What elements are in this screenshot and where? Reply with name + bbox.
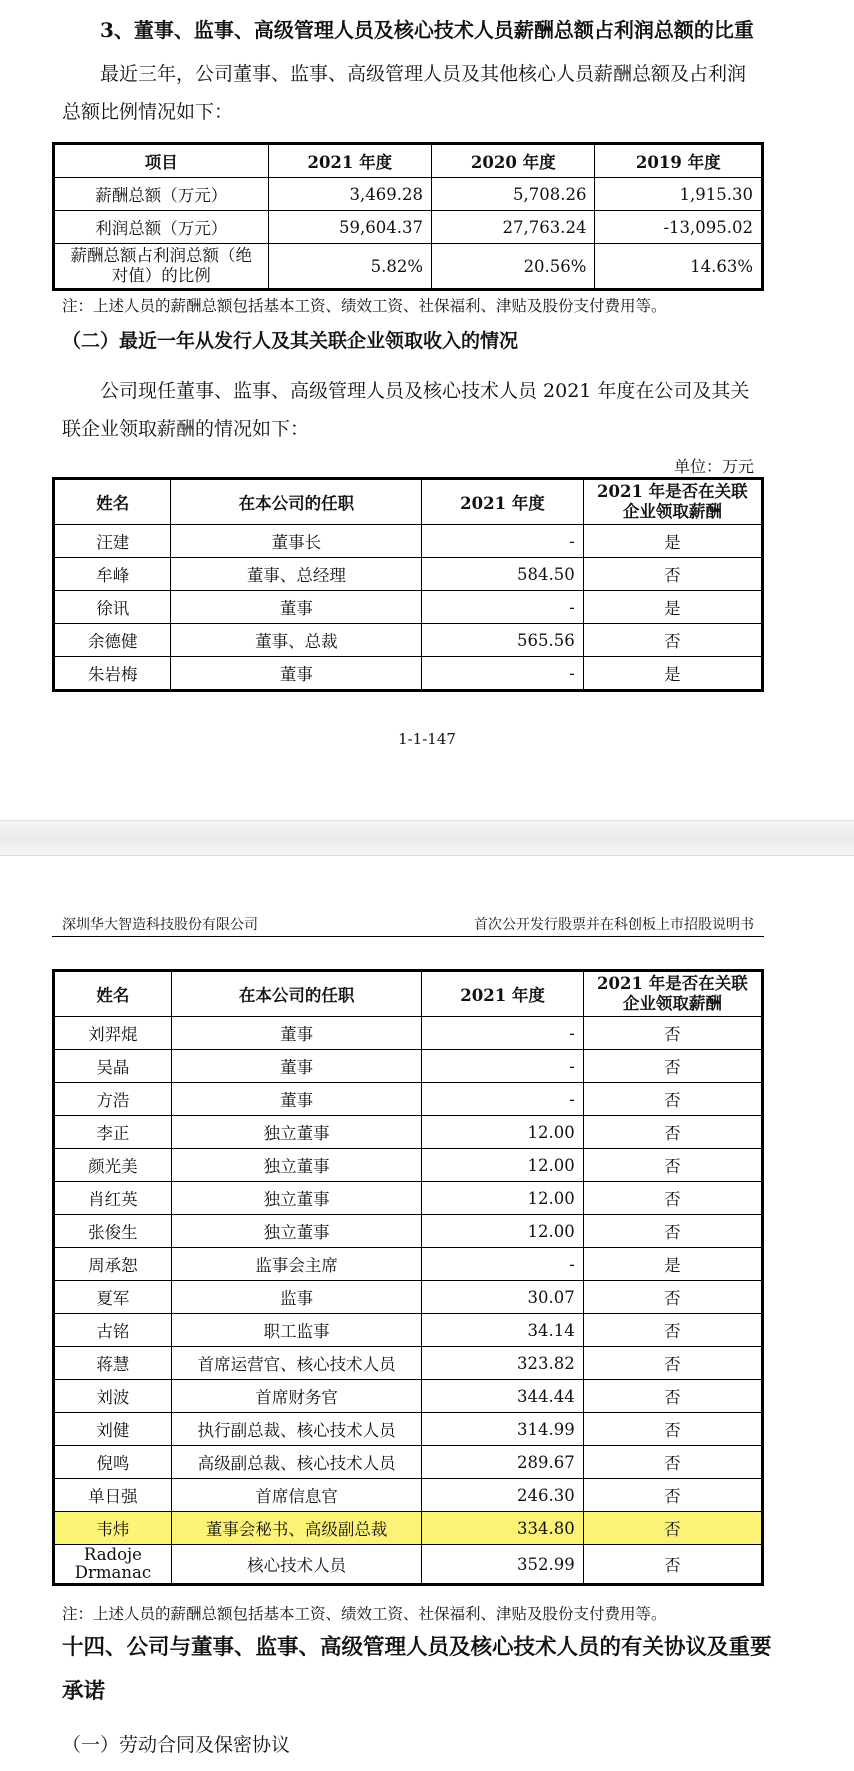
salary-cell: 34.14: [422, 1314, 583, 1347]
related-pay-cell: 否: [583, 1512, 762, 1545]
document-page-2: [0, 856, 854, 1771]
name-cell: 韦炜: [54, 1512, 172, 1545]
position-cell: 独立董事: [171, 1215, 422, 1248]
name-cell: 朱岩梅: [54, 657, 171, 691]
table-row: [54, 1281, 763, 1314]
related-pay-cell: 是: [583, 1248, 762, 1281]
name-cell: 刘羿焜: [54, 1017, 172, 1050]
name-cell: 单日强: [54, 1479, 172, 1512]
table-note: 注：上述人员的薪酬总额包括基本工资、绩效工资、社保福利、津贴及股份支付费用等。: [62, 1605, 667, 1623]
table-row: [54, 1215, 763, 1248]
table-row: [54, 1050, 763, 1083]
name-cell: Radoje Drmanac: [54, 1545, 172, 1585]
salary-cell: 12.00: [422, 1182, 583, 1215]
header-cell: 2020 年度: [432, 144, 595, 178]
name-cell: 张俊生: [54, 1215, 172, 1248]
position-cell: 独立董事: [171, 1149, 422, 1182]
name-cell: 李正: [54, 1116, 172, 1149]
value-cell: 5.82%: [268, 244, 431, 290]
salary-cell: -: [422, 591, 583, 624]
position-cell: 董事: [171, 657, 422, 691]
position-cell: 首席财务官: [171, 1380, 422, 1413]
table-row: [54, 1116, 763, 1149]
salary-cell: 30.07: [422, 1281, 583, 1314]
position-cell: 董事: [171, 591, 422, 624]
page-separator: [0, 820, 854, 856]
value-cell: 3,469.28: [268, 178, 431, 211]
salary-cell: 289.67: [422, 1446, 583, 1479]
related-pay-cell: 是: [583, 657, 762, 691]
header-cell: 2021 年是否在关联企业领取薪酬: [583, 479, 762, 525]
related-pay-cell: 否: [583, 1083, 762, 1116]
related-pay-cell: 否: [583, 1380, 762, 1413]
name-cell: 吴晶: [54, 1050, 172, 1083]
name-cell: 倪鸣: [54, 1446, 172, 1479]
salary-cell: -: [422, 525, 583, 558]
header-cell: 2021 年度: [422, 479, 583, 525]
table-row: [54, 1149, 763, 1182]
name-cell: 古铭: [54, 1314, 172, 1347]
name-cell: 颜光美: [54, 1149, 172, 1182]
salary-cell: 12.00: [422, 1149, 583, 1182]
value-cell: 59,604.37: [268, 211, 431, 244]
table-row: [54, 624, 763, 657]
table-row: [54, 1545, 763, 1585]
position-cell: 执行副总裁、核心技术人员: [171, 1413, 422, 1446]
table-row: [54, 558, 763, 591]
table-row: [54, 1083, 763, 1116]
related-pay-cell: 否: [583, 1281, 762, 1314]
salary-cell: -: [422, 1248, 583, 1281]
table-row: [54, 591, 763, 624]
table-row: [54, 1479, 763, 1512]
value-cell: 14.63%: [595, 244, 763, 290]
position-cell: 监事: [171, 1281, 422, 1314]
table-row: [54, 525, 763, 558]
table-row: [54, 1182, 763, 1215]
table-row: [54, 1248, 763, 1281]
related-pay-cell: 是: [583, 525, 762, 558]
salary-cell: 344.44: [422, 1380, 583, 1413]
position-cell: 首席信息官: [171, 1479, 422, 1512]
header-cell: 项目: [54, 144, 269, 178]
related-pay-cell: 否: [583, 1182, 762, 1215]
salary-table-1: [52, 477, 764, 692]
section-heading: 3、董事、监事、高级管理人员及核心技术人员薪酬总额占利润总额的比重: [100, 18, 754, 42]
position-cell: 董事: [171, 1050, 422, 1083]
ratio-table: [52, 142, 764, 291]
document-title: 首次公开发行股票并在科创板上市招股说明书: [474, 917, 754, 933]
value-cell: 27,763.24: [432, 211, 595, 244]
salary-cell: 246.30: [422, 1479, 583, 1512]
salary-cell: 334.80: [422, 1512, 583, 1545]
name-cell: 刘健: [54, 1413, 172, 1446]
salary-cell: -: [422, 1050, 583, 1083]
header-cell: 姓名: [54, 479, 171, 525]
related-pay-cell: 否: [583, 624, 762, 657]
row-label: 利润总额（万元）: [54, 211, 269, 244]
header-cell: 2021 年度: [268, 144, 431, 178]
position-cell: 董事、总经理: [171, 558, 422, 591]
table-header-row: [54, 971, 763, 1017]
position-cell: 首席运营官、核心技术人员: [171, 1347, 422, 1380]
table-row: [54, 211, 763, 244]
position-cell: 职工监事: [171, 1314, 422, 1347]
table-row: [54, 1017, 763, 1050]
name-cell: 方浩: [54, 1083, 172, 1116]
name-cell: 余德健: [54, 624, 171, 657]
row-label: 薪酬总额占利润总额（绝对值）的比例: [54, 244, 269, 290]
intro-paragraph-2: 公司现任董事、监事、高级管理人员及核心技术人员 2021 年度在公司及其关联企业领取薪酬的情况如下：: [62, 380, 750, 440]
name-cell: 蒋慧: [54, 1347, 172, 1380]
position-cell: 独立董事: [171, 1116, 422, 1149]
related-pay-cell: 否: [583, 1479, 762, 1512]
name-cell: 汪建: [54, 525, 171, 558]
header-rule: [52, 936, 764, 937]
intro-paragraph: 最近三年，公司董事、监事、高级管理人员及其他核心人员薪酬总额及占利润总额比例情况如下：: [62, 63, 747, 123]
table-header-row: [54, 479, 763, 525]
header-cell: 在本公司的任职: [171, 479, 422, 525]
position-cell: 核心技术人员: [171, 1545, 422, 1585]
value-cell: -13,095.02: [595, 211, 763, 244]
position-cell: 高级副总裁、核心技术人员: [171, 1446, 422, 1479]
related-pay-cell: 否: [583, 1215, 762, 1248]
position-cell: 董事: [171, 1017, 422, 1050]
value-cell: 20.56%: [432, 244, 595, 290]
related-pay-cell: 否: [583, 1413, 762, 1446]
related-pay-cell: 否: [583, 1545, 762, 1585]
subsection-heading: （一）劳动合同及保密协议: [62, 1734, 291, 1756]
name-cell: 牟峰: [54, 558, 171, 591]
salary-cell: 323.82: [422, 1347, 583, 1380]
salary-cell: 12.00: [422, 1116, 583, 1149]
header-cell: 姓名: [54, 971, 172, 1017]
section-title: 十四、公司与董事、监事、高级管理人员及核心技术人员的有关协议及重要承诺: [62, 1635, 772, 1704]
related-pay-cell: 否: [583, 558, 762, 591]
related-pay-cell: 否: [583, 1347, 762, 1380]
header-cell: 2021 年度: [422, 971, 583, 1017]
company-name: 深圳华大智造科技股份有限公司: [62, 917, 258, 933]
row-label: 薪酬总额（万元）: [54, 178, 269, 211]
header-cell: 2019 年度: [595, 144, 763, 178]
name-cell: 刘波: [54, 1380, 172, 1413]
value-cell: 1,915.30: [595, 178, 763, 211]
table-row: [54, 1380, 763, 1413]
value-cell: 5,708.26: [432, 178, 595, 211]
salary-cell: 12.00: [422, 1215, 583, 1248]
header-cell: 2021 年是否在关联企业领取薪酬: [583, 971, 762, 1017]
position-cell: 董事长: [171, 525, 422, 558]
salary-cell: 565.56: [422, 624, 583, 657]
table-row: [54, 1314, 763, 1347]
salary-table-2: [52, 969, 764, 1586]
position-cell: 监事会主席: [171, 1248, 422, 1281]
name-cell: 徐讯: [54, 591, 171, 624]
salary-cell: 314.99: [422, 1413, 583, 1446]
position-cell: 董事: [171, 1083, 422, 1116]
salary-cell: -: [422, 657, 583, 691]
table-note: 注：上述人员的薪酬总额包括基本工资、绩效工资、社保福利、津贴及股份支付费用等。: [62, 297, 667, 315]
related-pay-cell: 否: [583, 1446, 762, 1479]
position-cell: 董事、总裁: [171, 624, 422, 657]
salary-cell: -: [422, 1017, 583, 1050]
related-pay-cell: 否: [583, 1314, 762, 1347]
salary-cell: -: [422, 1083, 583, 1116]
page-number: 1-1-147: [398, 730, 456, 748]
document-page-1: [0, 0, 854, 820]
table-row: [54, 178, 763, 211]
related-pay-cell: 是: [583, 591, 762, 624]
name-cell: 夏军: [54, 1281, 172, 1314]
table-row: [54, 1512, 763, 1545]
salary-cell: 584.50: [422, 558, 583, 591]
related-pay-cell: 否: [583, 1116, 762, 1149]
related-pay-cell: 否: [583, 1050, 762, 1083]
unit-label: 单位：万元: [673, 457, 754, 476]
table-row: [54, 1446, 763, 1479]
name-cell: 肖红英: [54, 1182, 172, 1215]
table-row: [54, 657, 763, 691]
related-pay-cell: 否: [583, 1149, 762, 1182]
name-cell: 周承恕: [54, 1248, 172, 1281]
table-row: [54, 1347, 763, 1380]
related-pay-cell: 否: [583, 1017, 762, 1050]
table-header-row: [54, 144, 763, 178]
subsection-heading: （二）最近一年从发行人及其关联企业领取收入的情况: [62, 330, 519, 352]
position-cell: 董事会秘书、高级副总裁: [171, 1512, 422, 1545]
table-row: [54, 1413, 763, 1446]
header-cell: 在本公司的任职: [171, 971, 422, 1017]
position-cell: 独立董事: [171, 1182, 422, 1215]
table-row: [54, 244, 763, 290]
salary-cell: 352.99: [422, 1545, 583, 1585]
